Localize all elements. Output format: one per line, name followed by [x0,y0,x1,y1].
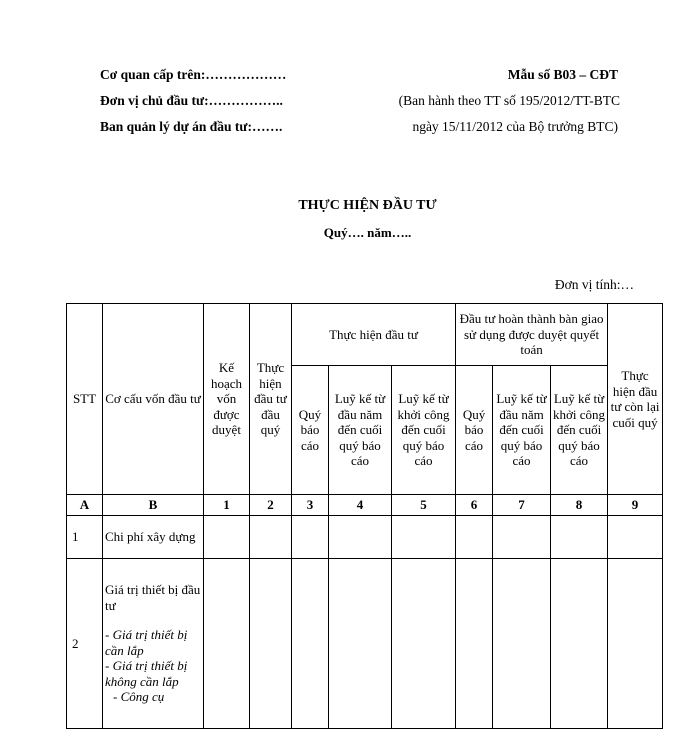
document-subtitle: Quý…. năm….. [323,225,412,240]
header-approved-plan: Kế hoạch vốn được duyệt [204,304,250,495]
table-row [67,516,663,559]
header-handover-group: Đầu tư hoàn thành bàn giao sử dụng được duyệt quyết toán [456,304,608,366]
table-cell[interactable] [204,559,250,729]
column-code: 9 [608,495,663,516]
investor-line: Đơn vị chủ đầu tư:…………….. [100,93,283,108]
column-code: 3 [292,495,329,516]
table-cell[interactable] [292,559,329,729]
document-title: THỰC HIỆN ĐẦU TƯ [298,198,437,213]
header-investment-group: Thực hiện đầu tư [292,304,456,366]
column-code: 4 [329,495,392,516]
table-cell[interactable] [493,559,551,729]
pmu-line: Ban quản lý dự án đầu tư:……. [100,119,283,134]
table-cell[interactable] [392,516,456,559]
header-remaining: Thực hiện đầu tư còn lại cuối quý [608,304,663,495]
column-code: 5 [392,495,456,516]
table-cell[interactable] [329,516,392,559]
header-quarter-2: Quý báo cáo [456,366,493,495]
row-label-cell [103,559,204,729]
header-ytd: Luỹ kế từ đầu năm đến cuối quý báo cáo [329,366,392,495]
column-code: 1 [204,495,250,516]
table-cell[interactable] [292,516,329,559]
table-cell[interactable] [551,559,608,729]
table-cell[interactable] [329,559,392,729]
header-stt: STT [67,304,103,495]
row-label: Chi phí xây dựng [103,516,204,559]
row-stt: 2 [67,559,103,729]
agency-line: Cơ quan cấp trên:……………… [100,67,287,82]
header-since-start-2: Luỹ kế từ khởi công đến cuối quý báo cáo [551,366,608,495]
column-code: A [67,495,103,516]
table-cell[interactable] [608,559,663,729]
table-cell[interactable] [204,516,250,559]
header-structure: Cơ cấu vốn đầu tư [103,304,204,495]
column-code: 7 [493,495,551,516]
header-actual-start: Thực hiện đầu tư đầu quý [250,304,292,495]
header-since-start: Luỹ kế từ khởi công đến cuối quý báo cáo [392,366,456,495]
sub-item: - Giá trị thiết bị không cần lắp [105,658,188,689]
row-label: Giá trị thiết bị đầu tư [105,582,201,613]
table-cell[interactable] [456,559,493,729]
table-cell[interactable] [392,559,456,729]
table-cell[interactable] [250,516,292,559]
table-cell[interactable] [456,516,493,559]
header-ytd-2: Luỹ kế từ đầu năm đến cuối quý báo cáo [493,366,551,495]
column-code: 8 [551,495,608,516]
table-row [67,559,663,729]
column-code-row [67,495,663,516]
row-stt: 1 [67,516,103,559]
investment-table [66,303,663,729]
table-cell[interactable] [250,559,292,729]
column-code: B [103,495,204,516]
issued-line-2: ngày 15/11/2012 của Bộ trưởng BTC) [412,119,618,134]
unit-label: Đơn vị tính:… [554,277,634,292]
column-code: 2 [250,495,292,516]
sub-item: - Công cụ [113,689,165,705]
form-number: Mẫu số B03 – CĐT [507,67,618,82]
sub-item: - Giá trị thiết bị cần lắp [105,627,188,658]
table-cell[interactable] [608,516,663,559]
issued-line-1: (Ban hành theo TT số 195/2012/TT-BTC [398,93,620,108]
table-cell[interactable] [551,516,608,559]
header-quarter: Quý báo cáo [292,366,329,495]
table-cell[interactable] [493,516,551,559]
column-code: 6 [456,495,493,516]
